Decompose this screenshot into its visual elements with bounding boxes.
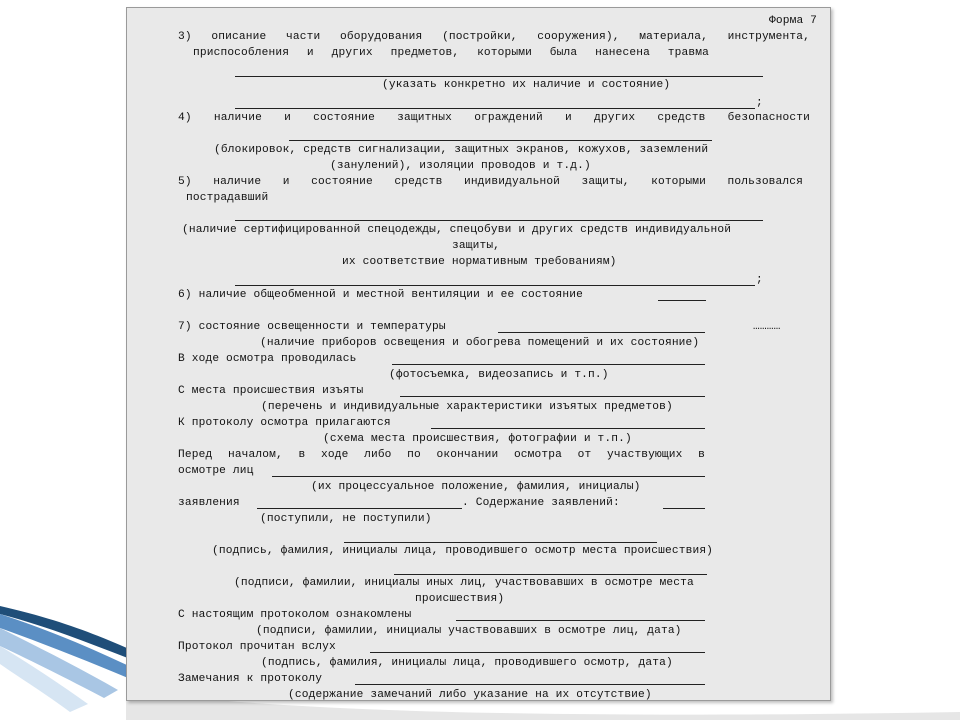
statements-label: заявления — [178, 497, 240, 509]
survey-conducted-label: В ходе осмотра проводилась — [178, 353, 357, 365]
blank-line — [235, 220, 763, 221]
section-3-line-1: 3) описание части оборудования (постройки, сооружения), материала, инструмента, — [178, 31, 810, 43]
hint-text: их соответствие нормативным требованиям) — [342, 256, 617, 268]
hint-text: (подписи, фамилии, инициалы иных лиц, участвовавших в осмотре места — [234, 577, 694, 589]
semicolon: ; — [756, 97, 763, 109]
hint-text: (занулений), изоляции проводов и т.д.) — [330, 160, 591, 172]
hint-text: (подписи, фамилии, инициалы участвовавших в осмотре лиц, дата) — [256, 625, 682, 637]
hint-text: (схема места происшествия, фотографии и т.п.) — [323, 433, 632, 445]
remarks-label: Замечания к протоколу — [178, 673, 323, 685]
statements-content-label: . Содержание заявлений: — [462, 497, 620, 509]
statements-persons-label: осмотре лиц — [178, 465, 254, 477]
blank-line — [400, 396, 705, 397]
protocol-document — [126, 7, 831, 701]
blank-line — [392, 364, 705, 365]
read-aloud-label: Протокол прочитан вслух — [178, 641, 336, 653]
blank-line — [355, 684, 705, 685]
hint-text: (указать конкретно их наличие и состояние) — [382, 79, 671, 91]
section-4-line-1: 4) наличие и состояние защитных ограждений и других средств безопасности — [178, 112, 810, 124]
hint-text: защиты, — [452, 240, 501, 252]
hint-text: (поступили, не поступили) — [260, 513, 432, 525]
hint-text: (наличие приборов освещения и обогрева помещений и их состояние) — [260, 337, 700, 349]
blank-line — [257, 508, 462, 509]
hint-text: (перечень и индивидуальные характеристики изъятых предметов) — [261, 401, 673, 413]
blank-line — [235, 108, 755, 109]
hint-text: (фотосъемка, видеозапись и т.п.) — [389, 369, 609, 381]
attached-label: К протоколу осмотра прилагаются — [178, 417, 391, 429]
section-3-line-2: приспособления и других предметов, которыми была нанесена травма — [193, 47, 709, 59]
hint-text: (содержание замечаний либо указание на их отсутствие) — [288, 689, 652, 701]
acquainted-label: С настоящим протоколом ознакомлены — [178, 609, 412, 621]
section-5-line-2: пострадавший — [186, 192, 269, 204]
form-label: Форма 7 — [769, 15, 818, 27]
section-7-text: 7) состояние освещенности и температуры — [178, 321, 446, 333]
blank-line — [658, 300, 706, 301]
seized-label: С места происшествия изъяты — [178, 385, 364, 397]
blank-line — [235, 285, 755, 286]
blank-line — [272, 476, 705, 477]
blank-line — [663, 508, 705, 509]
section-5-line-1: 5) наличие и состояние средств индивидуальной защиты, которыми пользовался — [178, 176, 803, 188]
blank-line — [370, 652, 705, 653]
blank-line — [498, 332, 705, 333]
hint-text: (блокировок, средств сигнализации, защитных экранов, кожухов, заземлений — [214, 144, 709, 156]
blank-line — [456, 620, 705, 621]
hint-text: (подпись, фамилия, инициалы лица, проводившего осмотр места происшествия) — [212, 545, 714, 557]
statements-intro: Перед началом, в ходе либо по окончании осмотра от участвующих в — [178, 449, 705, 461]
semicolon: ; — [756, 274, 763, 286]
hint-text: (наличие сертифицированной спецодежды, спецобуви и других средств индивидуальной — [182, 224, 732, 236]
ellipsis-text: ………… — [753, 321, 781, 333]
blank-line — [431, 428, 705, 429]
hint-text: происшествия) — [415, 593, 505, 605]
section-6-text: 6) наличие общеобменной и местной вентиляции и ее состояние — [178, 289, 583, 301]
hint-text: (подпись, фамилия, инициалы лица, проводившего осмотр, дата) — [261, 657, 673, 669]
hint-text: (их процессуальное положение, фамилия, инициалы) — [311, 481, 641, 493]
blank-line — [289, 140, 712, 141]
